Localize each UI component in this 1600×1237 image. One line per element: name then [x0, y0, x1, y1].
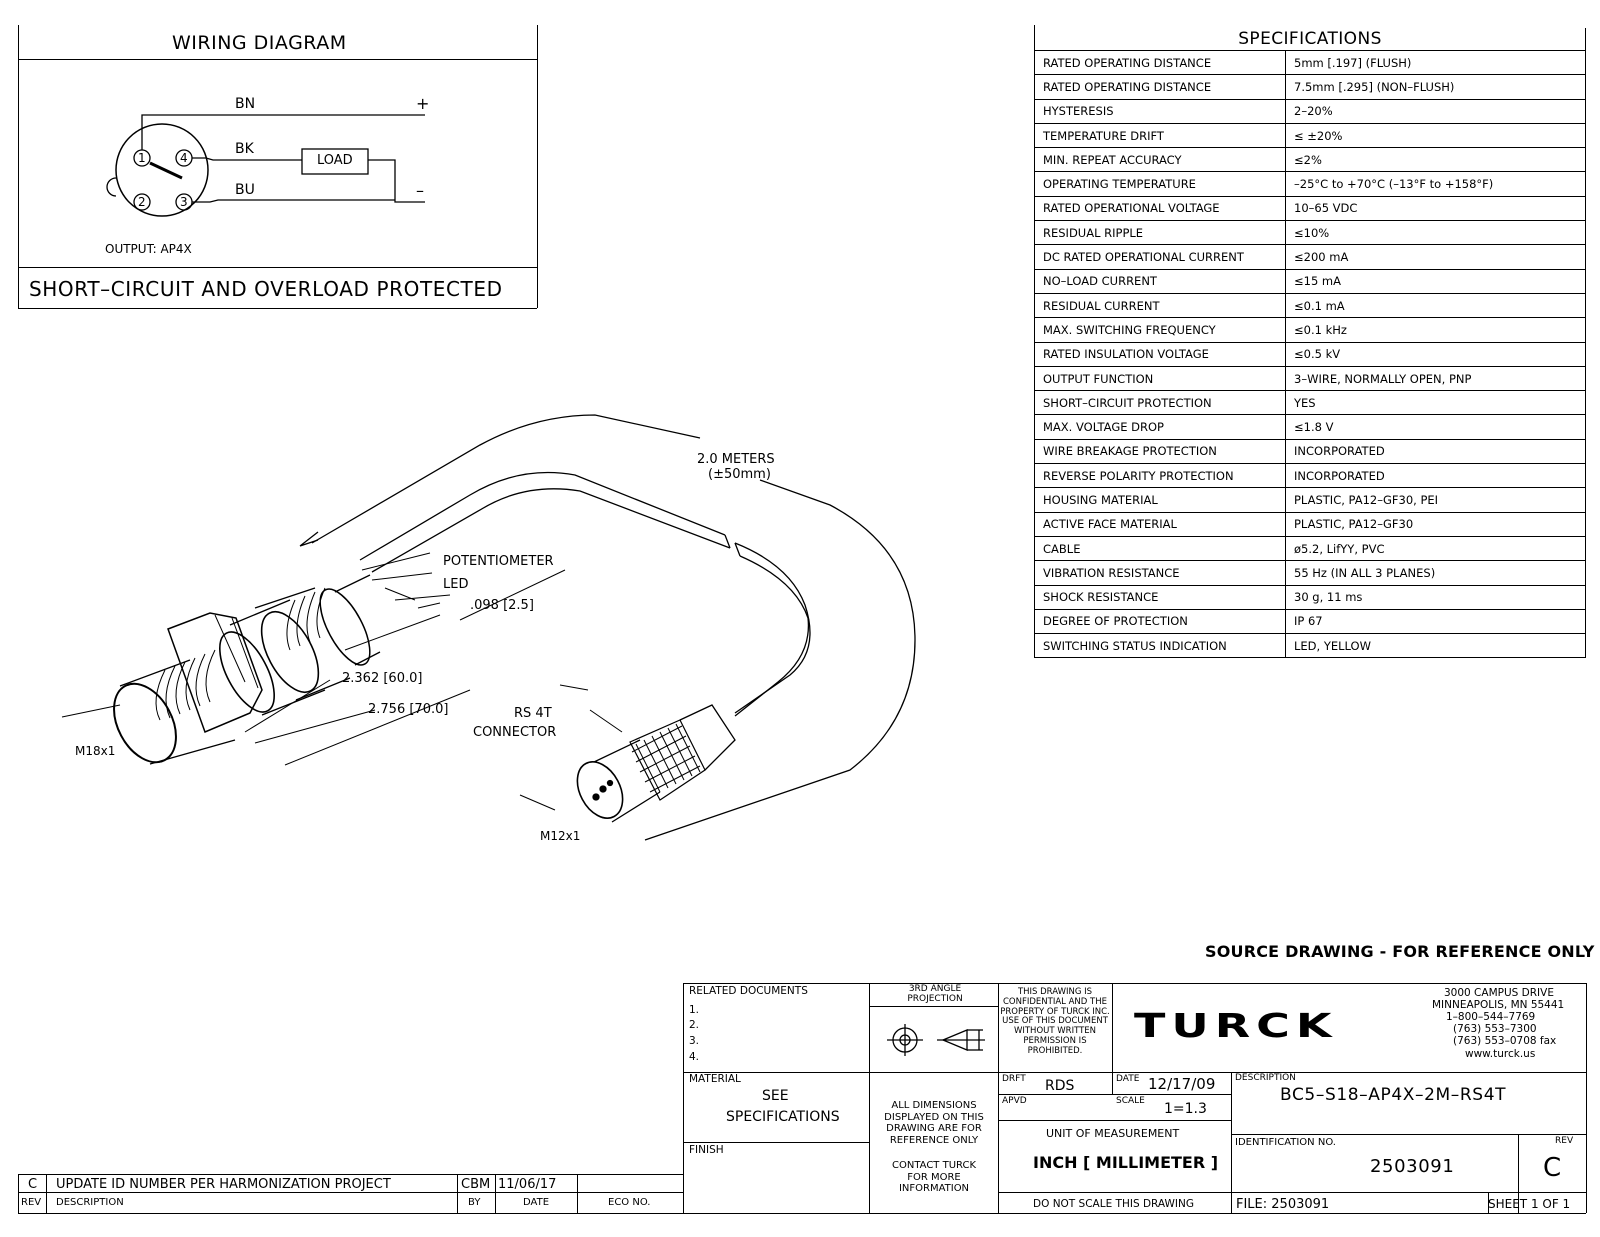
related-doc-1: 1.	[689, 1004, 700, 1016]
rev-by: CBM	[461, 1177, 491, 1192]
spec-name: TEMPERATURE DRIFT	[1035, 123, 1286, 147]
spec-value: ≤ ±20%	[1286, 123, 1586, 147]
spec-row	[1035, 561, 1586, 585]
spec-name: MAX. VOLTAGE DROP	[1035, 415, 1286, 439]
led-callout: LED	[443, 577, 469, 592]
source-drawing-note: SOURCE DRAWING - FOR REFERENCE ONLY	[1205, 942, 1595, 961]
spec-value: 5mm [.197] (FLUSH)	[1286, 51, 1586, 75]
spec-name: OUTPUT FUNCTION	[1035, 366, 1286, 390]
spec-value: ≤0.1 mA	[1286, 293, 1586, 317]
plus-label: +	[416, 94, 430, 113]
related-doc-3: 3.	[689, 1035, 700, 1047]
spec-name: ACTIVE FACE MATERIAL	[1035, 512, 1286, 536]
part-description: BC5–S18–AP4X–2M–RS4T	[1280, 1085, 1507, 1105]
thread-m12: M12x1	[540, 829, 581, 843]
spec-name: MAX. SWITCHING FREQUENCY	[1035, 318, 1286, 342]
spec-value: PLASTIC, PA12–GF30, PEI	[1286, 488, 1586, 512]
spec-row	[1035, 415, 1586, 439]
sensor-drawing	[0, 360, 940, 920]
rev-letter: C	[28, 1177, 38, 1192]
load-label: LOAD	[317, 153, 353, 168]
spec-row	[1035, 172, 1586, 196]
related-doc-2: 2.	[689, 1019, 700, 1031]
finish-label: FINISH	[689, 1144, 724, 1156]
address-line-5: (763) 553–0708 fax	[1453, 1035, 1557, 1047]
related-doc-4: 4.	[689, 1051, 700, 1063]
spec-value: 7.5mm [.295] (NON–FLUSH)	[1286, 75, 1586, 99]
spec-name: RATED OPERATIONAL VOLTAGE	[1035, 196, 1286, 220]
contact-note: CONTACT TURCK FOR MORE INFORMATION	[891, 1160, 977, 1194]
dim-2756: 2.756 [70.0]	[368, 702, 449, 717]
apvd-label: APVD	[1002, 1096, 1027, 1106]
spec-row	[1035, 245, 1586, 269]
address-line-1: 3000 CAMPUS DRIVE	[1444, 987, 1554, 999]
spec-name: WIRE BREAKAGE PROTECTION	[1035, 439, 1286, 463]
spec-name: HOUSING MATERIAL	[1035, 488, 1286, 512]
spec-row	[1035, 293, 1586, 317]
unit-value: INCH [ MILLIMETER ]	[1033, 1153, 1219, 1172]
cable-length-label: 2.0 METERS	[697, 452, 775, 467]
spec-value: 2–20%	[1286, 99, 1586, 123]
rev-value: C	[1543, 1153, 1562, 1183]
spec-row	[1035, 123, 1586, 147]
rev-header-description: DESCRIPTION	[56, 1197, 124, 1208]
spec-row	[1035, 148, 1586, 172]
rev-label: REV	[1555, 1136, 1574, 1146]
spec-name: SHORT–CIRCUIT PROTECTION	[1035, 391, 1286, 415]
spec-row	[1035, 366, 1586, 390]
pin-2-label: 2	[138, 195, 146, 209]
material-label: MATERIAL	[689, 1073, 741, 1085]
spec-value: LED, YELLOW	[1286, 634, 1586, 658]
specifications-table	[1034, 28, 1586, 658]
spec-row	[1035, 318, 1586, 342]
spec-row	[1035, 464, 1586, 488]
wiring-schematic	[0, 0, 540, 300]
date-label: DATE	[1116, 1074, 1140, 1084]
spec-value: ≤1.8 V	[1286, 415, 1586, 439]
thread-m18: M18x1	[75, 744, 116, 758]
spec-row	[1035, 99, 1586, 123]
spec-row	[1035, 609, 1586, 633]
spec-name: SHOCK RESISTANCE	[1035, 585, 1286, 609]
spec-row	[1035, 488, 1586, 512]
spec-row	[1035, 439, 1586, 463]
rev-header-date: DATE	[523, 1197, 550, 1208]
spec-name: VIBRATION RESISTANCE	[1035, 561, 1286, 585]
spec-row	[1035, 512, 1586, 536]
rev-header-eco: ECO NO.	[608, 1197, 651, 1208]
rev-header-by: BY	[468, 1197, 481, 1208]
date-value: 12/17/09	[1148, 1075, 1216, 1093]
spec-value: 10–65 VDC	[1286, 196, 1586, 220]
spec-row	[1035, 391, 1586, 415]
spec-row	[1035, 269, 1586, 293]
no-scale-note: DO NOT SCALE THIS DRAWING	[1033, 1198, 1195, 1210]
spec-name: DEGREE OF PROTECTION	[1035, 609, 1286, 633]
spec-name: CABLE	[1035, 536, 1286, 560]
spec-row	[1035, 221, 1586, 245]
pin-4-label: 4	[180, 151, 188, 165]
spec-value: PLASTIC, PA12–GF30	[1286, 512, 1586, 536]
id-label: IDENTIFICATION NO.	[1235, 1137, 1336, 1148]
connector-callout-2: CONNECTOR	[473, 725, 557, 740]
spec-name: RATED OPERATING DISTANCE	[1035, 51, 1286, 75]
rev-header-rev: REV	[21, 1197, 42, 1208]
spec-value: IP 67	[1286, 609, 1586, 633]
projection-label: 3RD ANGLE PROJECTION	[907, 984, 963, 1005]
spec-row	[1035, 342, 1586, 366]
cable-tolerance-label: (±50mm)	[708, 467, 771, 482]
rev-date: 11/06/17	[498, 1177, 557, 1192]
spec-row	[1035, 196, 1586, 220]
unit-label: UNIT OF MEASUREMENT	[1046, 1127, 1180, 1140]
turck-logo: TURCK	[1134, 1006, 1338, 1045]
spec-name: RESIDUAL CURRENT	[1035, 293, 1286, 317]
spec-name: OPERATING TEMPERATURE	[1035, 172, 1286, 196]
file-name: FILE: 2503091	[1236, 1197, 1330, 1212]
address-line-6: www.turck.us	[1465, 1048, 1536, 1060]
spec-value: ≤2%	[1286, 148, 1586, 172]
spec-row	[1035, 536, 1586, 560]
wiring-diagram-title: WIRING DIAGRAM	[172, 32, 347, 54]
spec-value: 55 Hz (IN ALL 3 PLANES)	[1286, 561, 1586, 585]
spec-row	[1035, 51, 1586, 75]
spec-value: 30 g, 11 ms	[1286, 585, 1586, 609]
related-docs-label: RELATED DOCUMENTS	[689, 985, 808, 997]
spec-value: ≤0.1 kHz	[1286, 318, 1586, 342]
address-line-2: MINNEAPOLIS, MN 55441	[1432, 999, 1565, 1011]
wire-bu-label: BU	[235, 182, 255, 198]
rev-description: UPDATE ID NUMBER PER HARMONIZATION PROJECT	[56, 1177, 391, 1192]
spec-row	[1035, 585, 1586, 609]
spec-name: REVERSE POLARITY PROTECTION	[1035, 464, 1286, 488]
scale-label: SCALE	[1116, 1096, 1145, 1106]
spec-name: RATED INSULATION VOLTAGE	[1035, 342, 1286, 366]
identification-number: 2503091	[1370, 1156, 1455, 1177]
spec-value: 3–WIRE, NORMALLY OPEN, PNP	[1286, 366, 1586, 390]
wire-bn-label: BN	[235, 96, 256, 112]
spec-name: SWITCHING STATUS INDICATION	[1035, 634, 1286, 658]
spec-value: ø5.2, LifYY, PVC	[1286, 536, 1586, 560]
pin-1-label: 1	[138, 151, 146, 165]
dim-2362: 2.362 [60.0]	[342, 671, 423, 686]
spec-name: NO–LOAD CURRENT	[1035, 269, 1286, 293]
spec-value: YES	[1286, 391, 1586, 415]
spec-name: HYSTERESIS	[1035, 99, 1286, 123]
connector-knurl	[632, 724, 700, 792]
material-value-2: SPECIFICATIONS	[726, 1109, 840, 1125]
dim-098: .098 [2.5]	[470, 598, 534, 613]
wire-bk-label: BK	[235, 141, 254, 157]
connector-callout-1: RS 4T	[514, 706, 552, 721]
spec-name: RESIDUAL RIPPLE	[1035, 221, 1286, 245]
spec-name: MIN. REPEAT ACCURACY	[1035, 148, 1286, 172]
minus-label: –	[416, 181, 424, 200]
spec-name: RATED OPERATING DISTANCE	[1035, 75, 1286, 99]
specifications-title: SPECIFICATIONS	[1035, 28, 1586, 51]
spec-name: DC RATED OPERATIONAL CURRENT	[1035, 245, 1286, 269]
spec-value: ≤200 mA	[1286, 245, 1586, 269]
address-line-3: 1–800–544–7769	[1446, 1011, 1536, 1023]
potentiometer-callout: POTENTIOMETER	[443, 554, 554, 569]
description-label: DESCRIPTION	[1235, 1073, 1296, 1083]
spec-row	[1035, 75, 1586, 99]
protection-note: SHORT–CIRCUIT AND OVERLOAD PROTECTED	[29, 277, 503, 301]
spec-row	[1035, 634, 1586, 658]
spec-value: ≤10%	[1286, 221, 1586, 245]
dimensions-note: ALL DIMENSIONS DISPLAYED ON THIS DRAWING ARE FOR REFERENCE ONLY	[884, 1100, 984, 1146]
sheet-number: SHEET 1 OF 1	[1488, 1197, 1571, 1211]
output-label: OUTPUT: AP4X	[105, 242, 192, 256]
drft-value: RDS	[1045, 1078, 1075, 1094]
spec-value: –25°C to +70°C (–13°F to +158°F)	[1286, 172, 1586, 196]
pin-3-label: 3	[180, 195, 188, 209]
address-line-4: (763) 553–7300	[1453, 1023, 1537, 1035]
confidential-note: THIS DRAWING IS CONFIDENTIAL AND THE PROPERTY OF TURCK INC. USE OF THIS DOCUMENT WITHOUT WRITTEN PERMISSION IS PROHIBITED.	[1000, 987, 1110, 1056]
material-value-1: SEE	[762, 1088, 789, 1104]
spec-value: INCORPORATED	[1286, 439, 1586, 463]
spec-value: ≤0.5 kV	[1286, 342, 1586, 366]
drft-label: DRFT	[1002, 1074, 1026, 1084]
spec-value: INCORPORATED	[1286, 464, 1586, 488]
scale-value: 1=1.3	[1164, 1101, 1207, 1117]
spec-value: ≤15 mA	[1286, 269, 1586, 293]
third-angle-projection-icon	[875, 1010, 995, 1070]
